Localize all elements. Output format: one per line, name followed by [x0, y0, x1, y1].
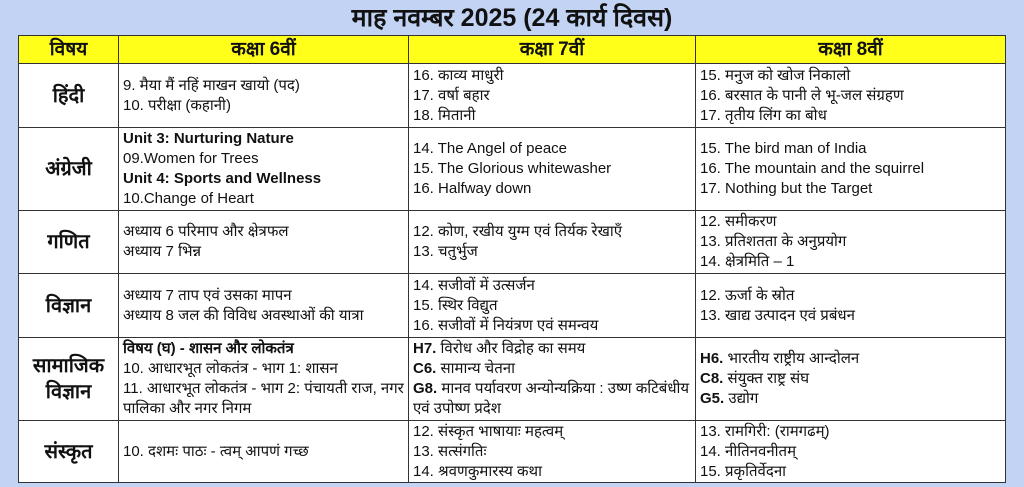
topic-line	[700, 232, 1001, 252]
topic-text: 9. मैया मैं नहिं माखन खायो (पद)	[123, 76, 300, 94]
topic-text: 15. The Glorious whitewasher	[413, 160, 612, 177]
topic-line	[413, 276, 691, 296]
topic-line	[413, 66, 691, 86]
topic-text: 10.Change of Heart	[123, 190, 254, 207]
topic-text: 15. The bird man of India	[700, 140, 867, 157]
topic-line	[413, 296, 691, 316]
topic-line	[700, 389, 1001, 409]
subject-label: गणित	[47, 231, 90, 253]
topic-text: 13. प्रतिशतता के अनुप्रयोग	[700, 233, 847, 250]
header-class-8: कक्षा 8वीं	[696, 36, 1006, 64]
topic-text: 16. Halfway down	[413, 180, 532, 197]
topic-line	[123, 189, 404, 209]
topic-line	[700, 86, 1001, 106]
topic-line	[123, 242, 404, 262]
topic-text: 17. Nothing but the Target	[700, 180, 873, 197]
class-7-cell	[409, 211, 696, 274]
topic-text: 10. आधारभूत लोकतंत्र - भाग 1: शासन	[123, 360, 338, 377]
table-row	[19, 64, 1006, 128]
topic-line	[700, 252, 1001, 272]
topic-text: अध्याय 8 जल की विविध अवस्थाओं की यात्रा	[123, 306, 364, 324]
topic-text: अध्याय 6 परिमाप और क्षेत्रफल	[123, 223, 289, 240]
subject-label: अंग्रेजी	[45, 158, 92, 180]
class-6-cell	[119, 64, 409, 128]
subject-cell	[19, 338, 119, 421]
topic-code: H6.	[700, 350, 724, 367]
topic-line	[123, 76, 404, 96]
class-8-cell	[696, 211, 1006, 274]
topic-line	[413, 139, 691, 159]
topic-line	[123, 96, 404, 116]
header-row	[19, 36, 1006, 64]
topic-text: 17. वर्षा बहार	[413, 86, 490, 104]
topic-text: संयुक्त राष्ट्र संघ	[723, 370, 810, 387]
topic-line	[123, 339, 404, 359]
topic-line	[700, 442, 1001, 462]
topic-line	[123, 222, 404, 242]
subject-label: संस्कृत	[44, 440, 93, 463]
topic-code: G5.	[700, 390, 725, 407]
topic-line	[413, 339, 691, 359]
topic-line	[123, 149, 404, 169]
topic-text: 12. कोण, रखीय युग्म एवं तिर्यक रेखाएँ	[413, 223, 623, 240]
class-6-cell	[119, 274, 409, 338]
topic-text: 14. श्रवणकुमारस्य कथा	[413, 462, 543, 480]
topic-line	[700, 369, 1001, 389]
topic-line	[700, 159, 1001, 179]
topic-line	[413, 179, 691, 199]
topic-text: 09.Women for Trees	[123, 150, 259, 167]
topic-line	[700, 212, 1001, 232]
topic-line	[123, 442, 404, 462]
class-6-cell	[119, 211, 409, 274]
topic-line	[123, 286, 404, 306]
syllabus-table	[18, 35, 1006, 483]
topic-line	[123, 359, 404, 379]
topic-text: 18. मितानी	[413, 106, 476, 124]
topic-text: 14. The Angel of peace	[413, 140, 568, 157]
topic-code: C6.	[413, 360, 437, 377]
class-8-cell	[696, 421, 1006, 483]
topic-text: 10. दशमः पाठः - त्वम् आपणं गच्छ	[123, 442, 309, 460]
topic-text: 10. परीक्षा (कहानी)	[123, 96, 231, 114]
topic-code: Unit 4: Sports and Wellness	[123, 170, 322, 187]
topic-code: Unit 3: Nurturing Nature	[123, 130, 294, 147]
topic-text: विरोध और विद्रोह का समय	[436, 340, 586, 357]
subject-label: सामाजिक	[32, 355, 105, 377]
topic-line	[413, 316, 691, 336]
topic-text: अध्याय 7 भिन्न	[123, 243, 202, 260]
table-row	[19, 338, 1006, 421]
topic-text: 11. आधारभूत लोकतंत्र - भाग 2: पंचायती राज, नगर पालिका और नगर निगम	[123, 380, 404, 417]
topic-line	[413, 86, 691, 106]
subject-cell	[19, 128, 119, 211]
topic-line	[413, 159, 691, 179]
topic-line	[123, 379, 404, 419]
topic-text: 16. The mountain and the squirrel	[700, 160, 925, 177]
subject-cell	[19, 211, 119, 274]
topic-line	[413, 222, 691, 242]
topic-code: G8.	[413, 380, 438, 397]
class-7-cell	[409, 274, 696, 338]
topic-text: 14. सजीवों में उत्सर्जन	[413, 276, 535, 294]
class-6-cell	[119, 128, 409, 211]
class-7-cell	[409, 128, 696, 211]
topic-line	[413, 422, 691, 442]
topic-text: 16. बरसात के पानी ले भू-जल संग्रहण	[700, 86, 904, 104]
topic-line	[700, 139, 1001, 159]
class-8-cell	[696, 338, 1006, 421]
topic-line	[700, 422, 1001, 442]
topic-text: उद्योग	[724, 390, 759, 407]
topic-text: 16. काव्य माधुरी	[413, 66, 504, 84]
topic-text: 12. ऊर्जा के स्रोत	[700, 286, 795, 304]
topic-line	[700, 286, 1001, 306]
class-7-cell	[409, 338, 696, 421]
table-row	[19, 211, 1006, 274]
topic-line	[123, 129, 404, 149]
table-row	[19, 128, 1006, 211]
topic-line	[700, 106, 1001, 126]
topic-text: सामान्य चेतना	[436, 360, 515, 377]
class-7-cell	[409, 64, 696, 128]
topic-text: मानव पर्यावरण अन्योन्यक्रिया : उष्ण कटिबंधीय एवं उपोष्ण प्रदेश	[413, 380, 690, 417]
class-8-cell	[696, 128, 1006, 211]
header-subject: विषय	[19, 36, 119, 64]
subject-label: हिंदी	[52, 84, 85, 107]
topic-text: 15. प्रकृतिर्वेदना	[700, 462, 787, 480]
topic-line	[413, 106, 691, 126]
topic-text: 13. खाद्य उत्पादन एवं प्रबंधन	[700, 306, 855, 324]
topic-line	[123, 169, 404, 189]
topic-text: 16. सजीवों में नियंत्रण एवं समन्वय	[413, 316, 599, 334]
topic-text: 13. सत्संगतिः	[413, 442, 487, 460]
topic-line	[700, 349, 1001, 369]
topic-text: अध्याय 7 ताप एवं उसका मापन	[123, 286, 292, 304]
topic-text: 17. तृतीय लिंग का बोध	[700, 106, 827, 124]
topic-line	[413, 242, 691, 262]
subject-label: विज्ञान	[45, 381, 92, 403]
topic-line	[123, 306, 404, 326]
topic-text: 15. स्थिर विद्युत	[413, 296, 498, 314]
header-class-6: कक्षा 6वीं	[119, 36, 409, 64]
topic-line	[413, 359, 691, 379]
topic-text: 15. मनुज को खोज निकालो	[700, 66, 851, 84]
topic-text: 12. समीकरण	[700, 213, 777, 230]
page-title: माह नवम्बर 2025 (24 कार्य दिवस)	[351, 4, 673, 32]
topic-line	[700, 462, 1001, 482]
topic-text: 14. क्षेत्रमिति – 1	[700, 253, 795, 270]
subject-cell	[19, 64, 119, 128]
subject-cell	[19, 421, 119, 483]
class-6-cell	[119, 421, 409, 483]
topic-line	[413, 462, 691, 482]
topic-code: C8.	[700, 370, 724, 387]
topic-text: 13. रामगिरी: (रामगढम्)	[700, 422, 830, 440]
header-class-7: कक्षा 7वीं	[409, 36, 696, 64]
topic-line	[700, 306, 1001, 326]
class-6-cell	[119, 338, 409, 421]
topic-line	[700, 179, 1001, 199]
topic-text: 13. चतुर्भुज	[413, 243, 478, 260]
topic-line	[413, 379, 691, 419]
topic-text: 14. नीतिनवनीतम्	[700, 442, 797, 460]
class-8-cell	[696, 64, 1006, 128]
topic-line	[700, 66, 1001, 86]
topic-code: विषय (घ) - शासन और लोकतंत्र	[123, 340, 294, 357]
subject-cell	[19, 274, 119, 338]
topic-text: 12. संस्कृत भाषायाः महत्वम्	[413, 422, 564, 440]
class-8-cell	[696, 274, 1006, 338]
class-7-cell	[409, 421, 696, 483]
topic-text: भारतीय राष्ट्रीय आन्दोलन	[723, 350, 860, 367]
topic-line	[413, 442, 691, 462]
table-row	[19, 274, 1006, 338]
subject-label: विज्ञान	[45, 294, 92, 317]
table-row	[19, 421, 1006, 483]
topic-code: H7.	[413, 340, 437, 357]
